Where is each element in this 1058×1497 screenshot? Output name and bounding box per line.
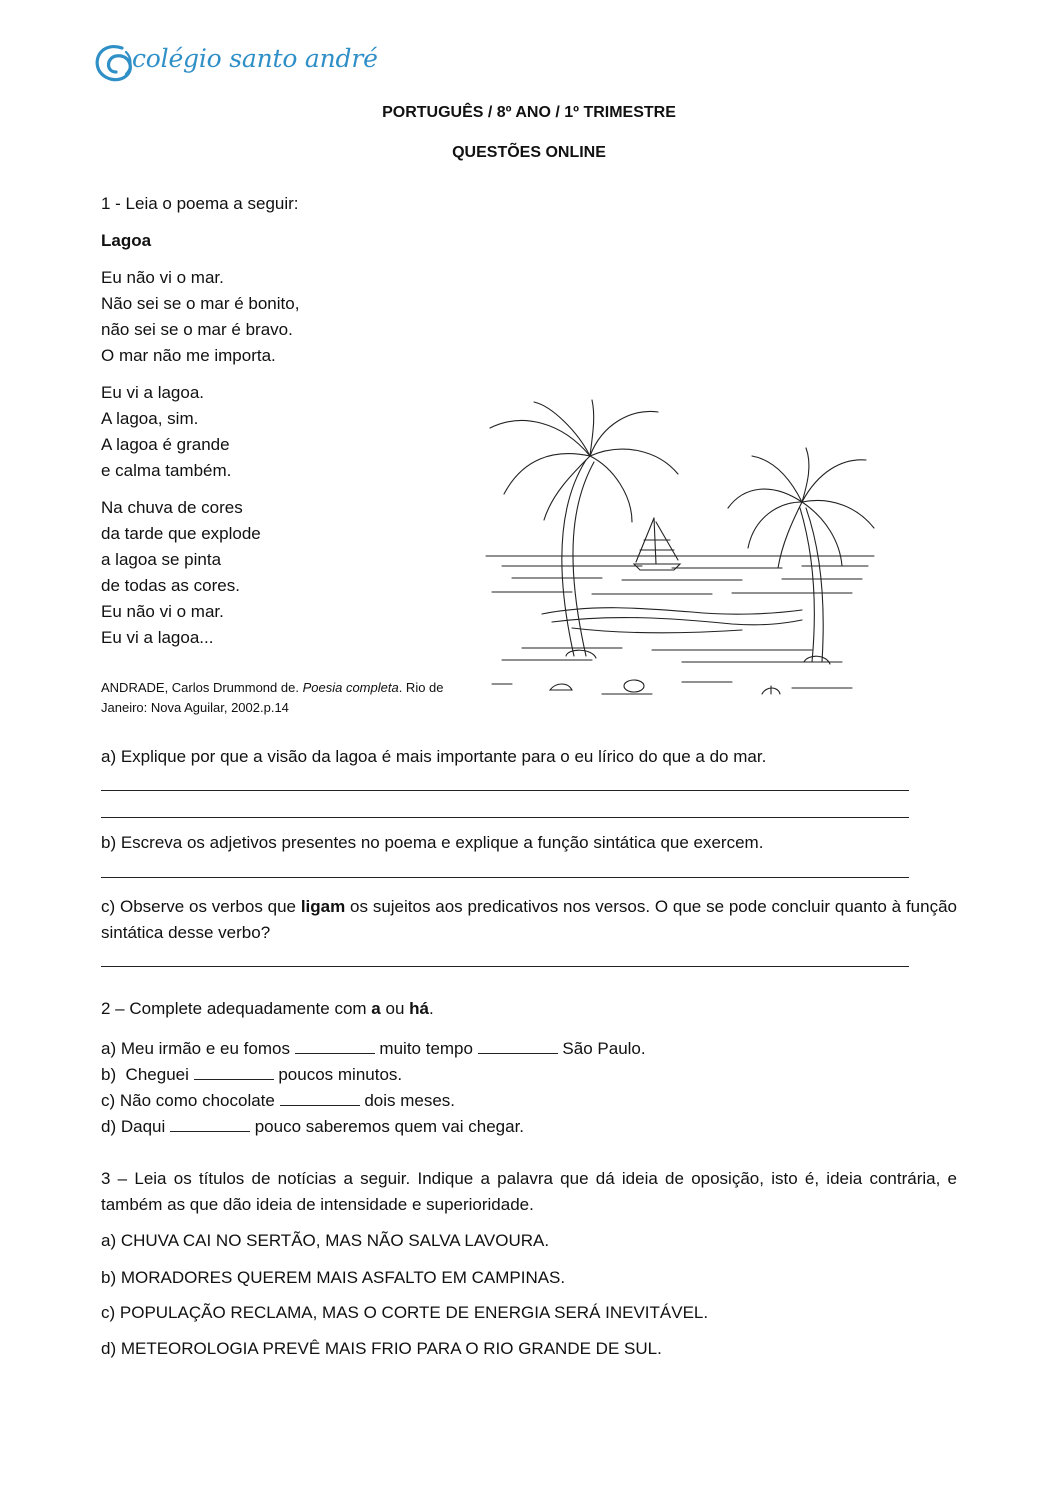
q2-item-b: b) Cheguei poucos minutos. bbox=[101, 1065, 403, 1084]
poem-line: O mar não me importa. bbox=[101, 346, 276, 365]
poem-line: da tarde que explode bbox=[101, 524, 261, 543]
poem-line: a lagoa se pinta bbox=[101, 550, 222, 569]
swirl-logo-icon bbox=[92, 38, 136, 90]
q1-item-a: a) Explique por que a visão da lagoa é mais importante para o eu lírico do que a do mar. bbox=[101, 747, 767, 766]
emphasis-ligam: ligam bbox=[300, 897, 346, 916]
fill-in-blank[interactable] bbox=[295, 1038, 375, 1054]
answer-line[interactable] bbox=[101, 817, 909, 818]
fill-in-blank[interactable] bbox=[194, 1064, 274, 1080]
q2-intro: 2 – Complete adequadamente com a ou há. bbox=[101, 999, 434, 1018]
reference-work: Poesia completa bbox=[302, 680, 399, 695]
poem-reference bbox=[101, 678, 471, 718]
poem-line: Eu vi a lagoa. bbox=[101, 383, 205, 402]
beach-palm-trees-illustration bbox=[482, 398, 878, 704]
poem-line: e calma também. bbox=[101, 461, 232, 480]
q2-item-a: a) Meu irmão e eu fomos muito tempo São Paulo. bbox=[101, 1039, 646, 1058]
answer-line[interactable] bbox=[101, 790, 909, 791]
page-subtitle: QUESTÕES ONLINE bbox=[452, 144, 606, 161]
poem-line: Eu não vi o mar. bbox=[101, 602, 224, 621]
q1-item-c: c) Observe os verbos que ligam os sujeitos aos predicativos nos versos. O que se pode concluir quanto à função sintática desse verbo? bbox=[101, 897, 957, 942]
answer-line[interactable] bbox=[101, 966, 909, 967]
q1-intro: 1 - Leia o poema a seguir: bbox=[101, 194, 299, 213]
fill-in-blank[interactable] bbox=[170, 1116, 250, 1132]
q3-item-b: b) MORADORES QUEREM MAIS ASFALTO EM CAMPINAS. bbox=[101, 1268, 566, 1287]
fill-in-blank[interactable] bbox=[280, 1090, 360, 1106]
poem-line: Eu não vi o mar. bbox=[101, 268, 224, 287]
poem-title: Lagoa bbox=[101, 231, 152, 250]
poem-line: não sei se o mar é bravo. bbox=[101, 320, 293, 339]
fill-in-blank[interactable] bbox=[478, 1038, 558, 1054]
answer-line[interactable] bbox=[101, 877, 909, 878]
reference-publisher: . Rio de Janeiro: Nova Aguilar, 2002.p.14 bbox=[101, 680, 444, 715]
poem-line: de todas as cores. bbox=[101, 576, 240, 595]
poem-line: A lagoa é grande bbox=[101, 435, 230, 454]
q2-item-c: c) Não como chocolate dois meses. bbox=[101, 1091, 456, 1110]
q2-item-d: d) Daqui pouco saberemos quem vai chegar. bbox=[101, 1117, 525, 1136]
page-title: PORTUGUÊS / 8º ANO / 1º TRIMESTRE bbox=[382, 104, 676, 121]
poem-line: Não sei se o mar é bonito, bbox=[101, 294, 300, 313]
poem-line: Eu vi a lagoa... bbox=[101, 628, 214, 647]
q3-item-d: d) METEOROLOGIA PREVÊ MAIS FRIO PARA O RIO GRANDE DE SUL. bbox=[101, 1339, 662, 1358]
q1-item-b: b) Escreva os adjetivos presentes no poema e explique a função sintática que exercem. bbox=[101, 833, 764, 852]
q3-intro: 3 – Leia os títulos de notícias a seguir. Indique a palavra que dá ideia de oposição, isto é, ideia contrária, e também as que dão ideia de intensidade e superioridade. bbox=[101, 1169, 957, 1214]
q3-item-a: a) CHUVA CAI NO SERTÃO, MAS NÃO SALVA LAVOURA. bbox=[101, 1231, 550, 1250]
poem-line: Na chuva de cores bbox=[101, 498, 243, 517]
reference-author: ANDRADE, Carlos Drummond de. bbox=[101, 680, 299, 695]
q3-item-c: c) POPULAÇÃO RECLAMA, MAS O CORTE DE ENERGIA SERÁ INEVITÁVEL. bbox=[101, 1303, 709, 1322]
school-name: colégio santo andré bbox=[132, 44, 378, 73]
poem-line: A lagoa, sim. bbox=[101, 409, 199, 428]
